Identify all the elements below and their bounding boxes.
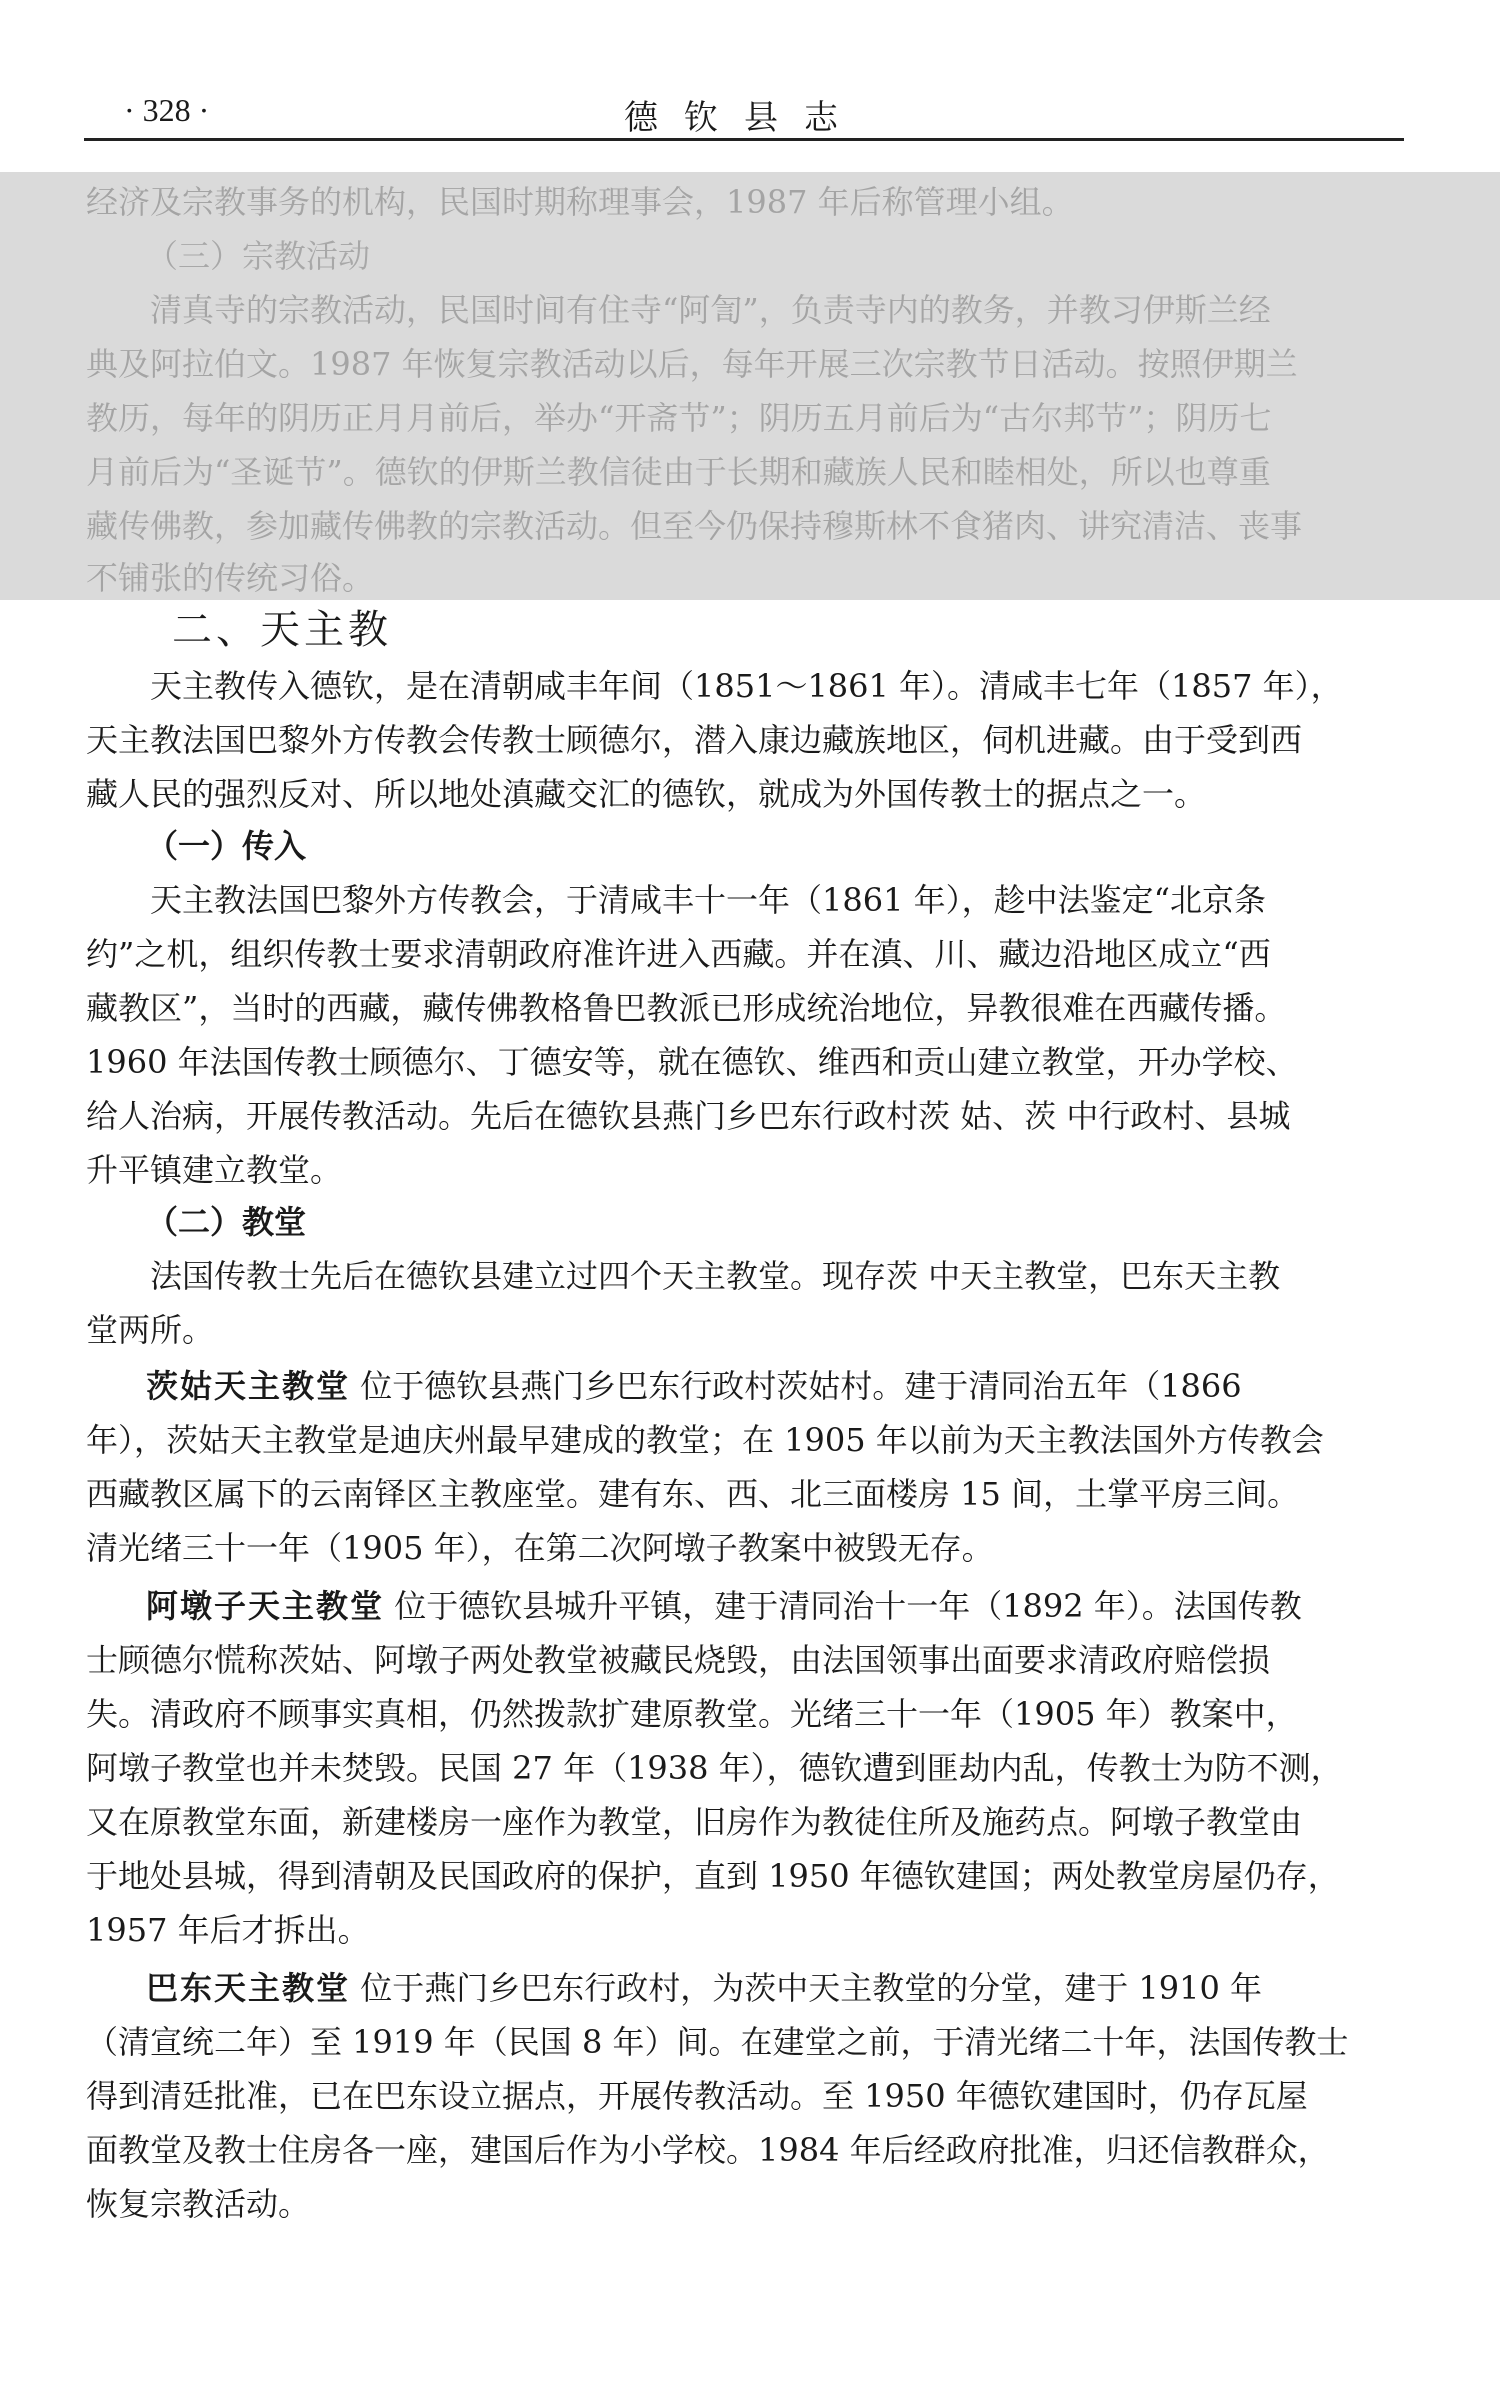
adunzi-church-line: [146, 1586, 1302, 1626]
header-rule: [84, 138, 1404, 141]
churches-line: 堂两所。: [86, 1311, 215, 1349]
shaded-line-0: 经济及宗教事务的机构，民国时期称理事会，1987 年后称管理小组。: [86, 183, 1074, 221]
adunzi-church-line: 于地处县城，得到清朝及民国政府的保护，直到 1950 年德钦建国；两处教堂房屋仍存，: [86, 1857, 1340, 1895]
transmission-line: 升平镇建立教堂。: [86, 1151, 343, 1189]
shaded-line-6: 不铺张的传统习俗。: [86, 559, 375, 597]
transmission-line: 1960 年法国传教士顾德尔、丁德安等，就在德钦、维西和贡山建立教堂，开办学校、: [86, 1043, 1298, 1081]
transmission-line: 藏教区”，当时的西藏，藏传佛教格鲁巴教派已形成统治地位，异教很难在西藏传播。: [86, 989, 1287, 1027]
page-number: · 328 ·: [124, 92, 210, 128]
shaded-line-1: 清真寺的宗教活动，民国时间有住寺“阿訇”，负责寺内的教务，并教习伊斯兰经: [150, 291, 1271, 329]
shaded-line-5: 藏传佛教，参加藏传佛教的宗教活动。但至今仍保持穆斯林不食猪肉、讲究清洁、丧事: [86, 507, 1303, 545]
badong-church-lead: 巴东天主教堂: [146, 1969, 351, 2007]
badong-church-line: 得到清廷批准，已在巴东设立据点，开展传教活动。至 1950 年德钦建国时，仍存瓦屋: [86, 2077, 1308, 2115]
badong-church-line: [146, 1968, 1262, 2008]
badong-church-line: 恢复宗教活动。: [86, 2185, 311, 2223]
shaded-line-3: 教历，每年的阴历正月月前后，举办“开斋节”；阴历五月前后为“古尔邦节”；阴历七: [86, 399, 1272, 437]
cigu-church-line: 年），茨姑天主教堂是迪庆州最早建成的教堂；在 1905 年以前为天主教法国外方传教会: [86, 1421, 1324, 1459]
transmission-line: 天主教法国巴黎外方传教会，于清咸丰十一年（1861 年），趁中法鉴定“北京条: [150, 881, 1266, 919]
badong-church-line: （清宣统二年）至 1919 年（民国 8 年）间。在建堂之前，于清光绪二十年，法国传教士: [86, 2023, 1349, 2061]
subheading-churches: （二）教堂: [146, 1203, 307, 1241]
cigu-church-text: 位于德钦县燕门乡巴东行政村茨姑村。建于清同治五年（1866: [350, 1367, 1242, 1405]
adunzi-church-line: 士顾德尔慌称茨姑、阿墩子两处教堂被藏民烧毁，由法国领事出面要求清政府赔偿损: [86, 1641, 1271, 1679]
churches-line: 法国传教士先后在德钦县建立过四个天主教堂。现存茨 中天主教堂，巴东天主教: [150, 1257, 1281, 1295]
adunzi-church-line: 1957 年后才拆出。: [86, 1911, 370, 1949]
page-header: [84, 84, 1404, 138]
cigu-church-line: 清光绪三十一年（1905 年），在第二次阿墩子教案中被毁无存。: [86, 1529, 994, 1567]
adunzi-church-lead: 阿墩子天主教堂: [146, 1587, 385, 1625]
shaded-line-2: 典及阿拉伯文。1987 年恢复宗教活动以后，每年开展三次宗教节日活动。按照伊期兰: [86, 345, 1298, 383]
book-title: 德钦县志: [624, 98, 864, 138]
adunzi-church-line: 失。清政府不顾事实真相，仍然拨款扩建原教堂。光绪三十一年（1905 年）教案中，: [86, 1695, 1298, 1733]
intro-line: 藏人民的强烈反对、所以地处滇藏交汇的德钦，就成为外国传教士的据点之一。: [86, 775, 1207, 813]
intro-line: 天主教传入德钦，是在清朝咸丰年间（1851～1861 年）。清咸丰七年（1857 年），: [150, 667, 1343, 705]
shaded-line-4: 月前后为“圣诞节”。德钦的伊斯兰教信徒由于长期和藏族人民和睦相处，所以也尊重: [86, 453, 1271, 491]
subheading-transmission: （一）传入: [146, 827, 307, 865]
adunzi-church-line: 阿墩子教堂也并未焚毁。民国 27 年（1938 年），德钦遭到匪劫内乱，传教士为防不测，: [86, 1749, 1343, 1787]
cigu-church-line: [146, 1366, 1242, 1406]
adunzi-church-text: 位于德钦县城升平镇，建于清同治十一年（1892 年）。法国传教: [384, 1587, 1302, 1625]
adunzi-church-line: 又在原教堂东面，新建楼房一座作为教堂，旧房作为教徒住所及施药点。阿墩子教堂由: [86, 1803, 1303, 1841]
section-title: 二、天主教: [172, 607, 392, 653]
cigu-church-line: 西藏教区属下的云南铎区主教座堂。建有东、西、北三面楼房 15 间，土掌平房三间。: [86, 1475, 1300, 1513]
transmission-line: 约”之机，组织传教士要求清朝政府准许进入西藏。并在滇、川、藏边沿地区成立“西: [86, 935, 1271, 973]
intro-line: 天主教法国巴黎外方传教会传教士顾德尔，潜入康边藏族地区，伺机进藏。由于受到西: [86, 721, 1303, 759]
transmission-line: 给人治病，开展传教活动。先后在德钦县燕门乡巴东行政村茨 姑、茨 中行政村、县城: [86, 1097, 1291, 1135]
badong-church-line: 面教堂及教士住房各一座，建国后作为小学校。1984 年后经政府批准，归还信教群众，: [86, 2131, 1330, 2169]
shaded-heading: （三）宗教活动: [146, 237, 371, 275]
cigu-church-lead: 茨姑天主教堂: [146, 1367, 351, 1405]
badong-church-text: 位于燕门乡巴东行政村，为茨中天主教堂的分堂，建于 1910 年: [350, 1969, 1262, 2007]
